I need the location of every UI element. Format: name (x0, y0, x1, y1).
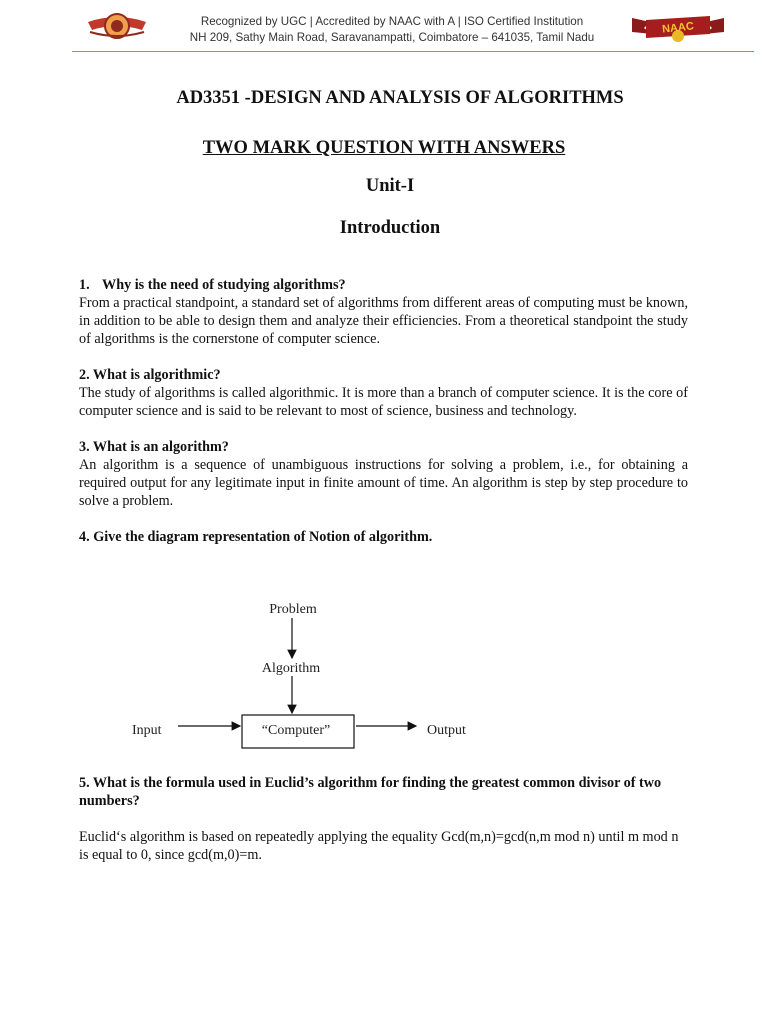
questions-content (79, 276, 688, 546)
answer-5: Euclid‘s algorithm is based on repeatedly applying the equality Gcd(m,n)=gcd(n,m mod n) until m mod n is equal to 0, since gcd(m,0)=m. (79, 829, 679, 863)
notion-of-algorithm-diagram (120, 592, 500, 762)
question-5: 5. What is the formula used in Euclid’s algorithm for finding the greatest common divisor of two numbers? (79, 775, 662, 809)
diagram-problem-label: Problem (269, 602, 317, 617)
college-logo-icon (84, 10, 150, 42)
chapter-heading: Introduction (339, 218, 441, 238)
document-title (0, 138, 768, 159)
question-1 (79, 276, 688, 294)
question-1-number: 1. (79, 277, 90, 293)
document-title-text: TWO MARK QUESTION WITH ANSWERS (202, 138, 566, 158)
naac-logo-text: NAAC (661, 20, 695, 36)
naac-logo-icon (630, 12, 726, 42)
diagram-input-label: Input (132, 723, 162, 738)
diagram-output-label: Output (427, 723, 466, 738)
question-4: 4. Give the diagram representation of Notion of algorithm. (79, 529, 433, 545)
unit-heading: Unit-I (365, 176, 415, 196)
answer-3: An algorithm is a sequence of unambiguous instructions for solving a problem, i.e., for obtaining a required output for any legitimate input in finite amount of time. An algorithm is step by step procedure to solve a problem. (79, 457, 688, 509)
header-divider (72, 51, 754, 52)
question-2: 2. What is algorithmic? (79, 367, 221, 383)
diagram-algorithm-label: Algorithm (261, 661, 321, 676)
question-1-text: Why is the need of studying algorithms? (102, 277, 346, 293)
page-header (0, 0, 768, 54)
header-line-1: Recognized by UGC | Accredited by NAAC with A | ISO Certified Institution (200, 15, 584, 28)
course-title: AD3351 -DESIGN AND ANALYSIS OF ALGORITHMS (176, 88, 624, 108)
header-text (150, 14, 634, 46)
answer-2: The study of algorithms is called algorithmic. It is more than a branch of computer science. It is the core of computer science and is said to be relevant to most of science, business and technology. (79, 385, 688, 419)
answer-1: From a practical standpoint, a standard set of algorithms from different areas of computing must be known, in addition to be able to design them and analyze their efficiencies. From a theoretical standpoint the study of algorithms is the cornerstone of computer science. (79, 295, 688, 347)
question-3: 3. What is an algorithm? (79, 439, 229, 455)
diagram-computer-label: “Computer” (261, 723, 331, 738)
header-line-2: NH 209, Sathy Main Road, Saravanampatti, Coimbatore – 641035, Tamil Nadu (189, 31, 595, 44)
